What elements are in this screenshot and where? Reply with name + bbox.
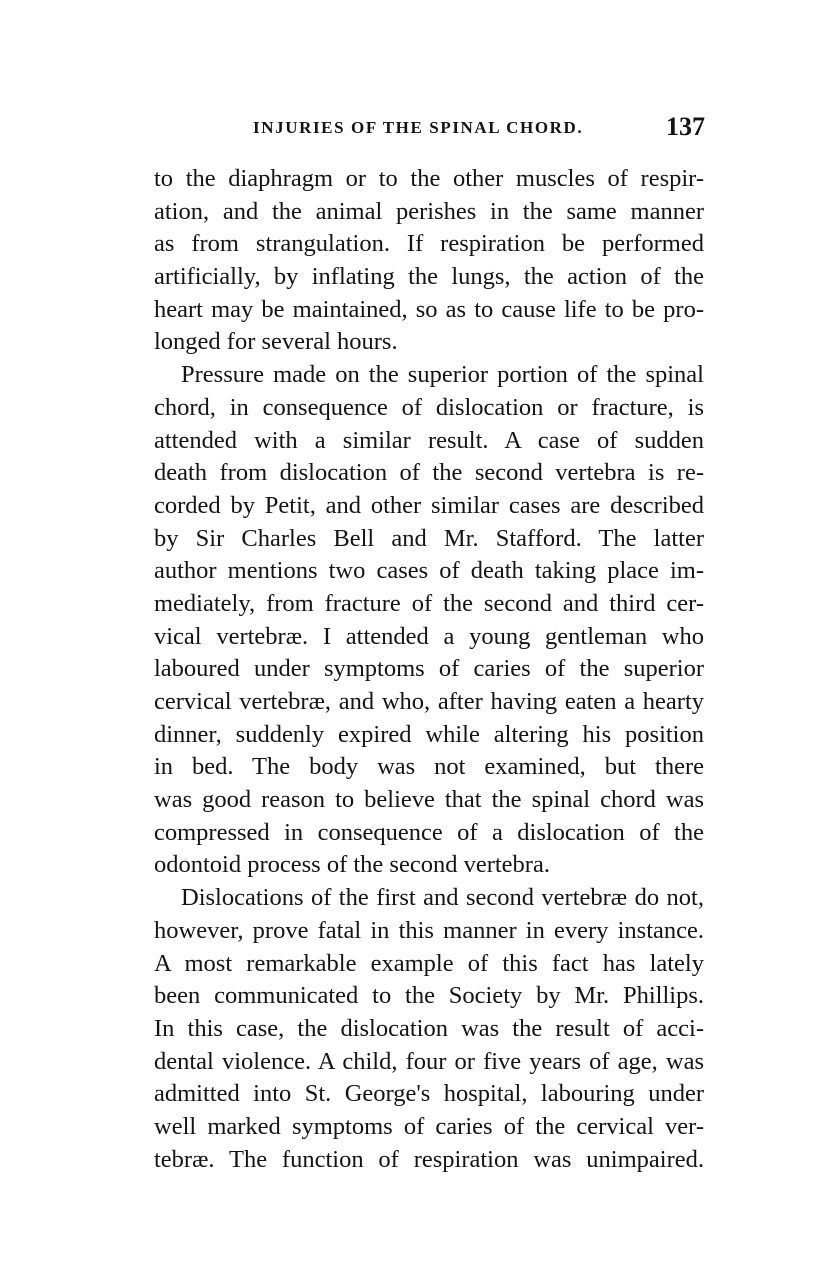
text-line: compressed in consequence of a dislocation of the bbox=[154, 818, 704, 846]
text-line: ation, and the animal perishes in the same manner bbox=[154, 197, 704, 225]
body-text bbox=[154, 163, 704, 1176]
text-line: cervical vertebræ, and who, after having eaten a hearty bbox=[154, 688, 704, 715]
text-line: attended with a similar result. A case of sudden bbox=[154, 426, 704, 454]
text-line: admitted into St. George's hospital, labouring under bbox=[154, 1080, 704, 1108]
text-line: artificially, by inflating the lungs, the action of the bbox=[154, 263, 704, 291]
text-line: by Sir Charles Bell and Mr. Stafford. The latter bbox=[154, 524, 704, 552]
text-line: however, prove fatal in this manner in every instance. bbox=[154, 916, 704, 944]
text-line: dinner, suddenly expired while altering his position bbox=[154, 720, 704, 748]
running-head bbox=[153, 112, 705, 146]
text-line: chord, in consequence of dislocation or fracture, is bbox=[154, 393, 704, 421]
text-line: author mentions two cases of death taking place im- bbox=[154, 557, 704, 585]
text-line: in bed. The body was not examined, but there bbox=[154, 753, 704, 781]
text-line: as from strangulation. If respiration be performed bbox=[154, 230, 704, 258]
text-line: vical vertebræ. I attended a young gentleman who bbox=[154, 622, 704, 650]
text-line: death from dislocation of the second vertebra is re- bbox=[154, 459, 704, 487]
text-line: was good reason to believe that the spinal chord was bbox=[154, 786, 704, 814]
text-line: mediately, from fracture of the second and third cer- bbox=[154, 589, 704, 617]
text-line: heart may be maintained, so as to cause life to be pro- bbox=[154, 295, 704, 323]
text-line: tebræ. The function of respiration was unimpaired. bbox=[154, 1145, 704, 1173]
text-line: Pressure made on the superior portion of the spinal bbox=[181, 361, 704, 389]
text-line: longed for several hours. bbox=[154, 328, 398, 356]
text-line: dental violence. A child, four or five years of age, was bbox=[154, 1047, 704, 1075]
text-line: corded by Petit, and other similar cases are described bbox=[154, 491, 704, 519]
text-line: In this case, the dislocation was the result of acci- bbox=[154, 1014, 704, 1042]
text-line: been communicated to the Society by Mr. Phillips. bbox=[154, 982, 704, 1010]
text-line: to the diaphragm or to the other muscles of respir- bbox=[154, 165, 704, 192]
text-line: Dislocations of the first and second vertebræ do not, bbox=[181, 884, 704, 912]
text-line: well marked symptoms of caries of the cervical ver- bbox=[154, 1112, 704, 1140]
running-title: INJURIES OF THE SPINAL CHORD. bbox=[253, 118, 584, 137]
text-line: A most remarkable example of this fact has lately bbox=[154, 949, 704, 977]
text-line: odontoid process of the second vertebra. bbox=[154, 851, 550, 879]
page-number: 137 bbox=[666, 112, 705, 141]
text-line: laboured under symptoms of caries of the superior bbox=[154, 655, 704, 683]
